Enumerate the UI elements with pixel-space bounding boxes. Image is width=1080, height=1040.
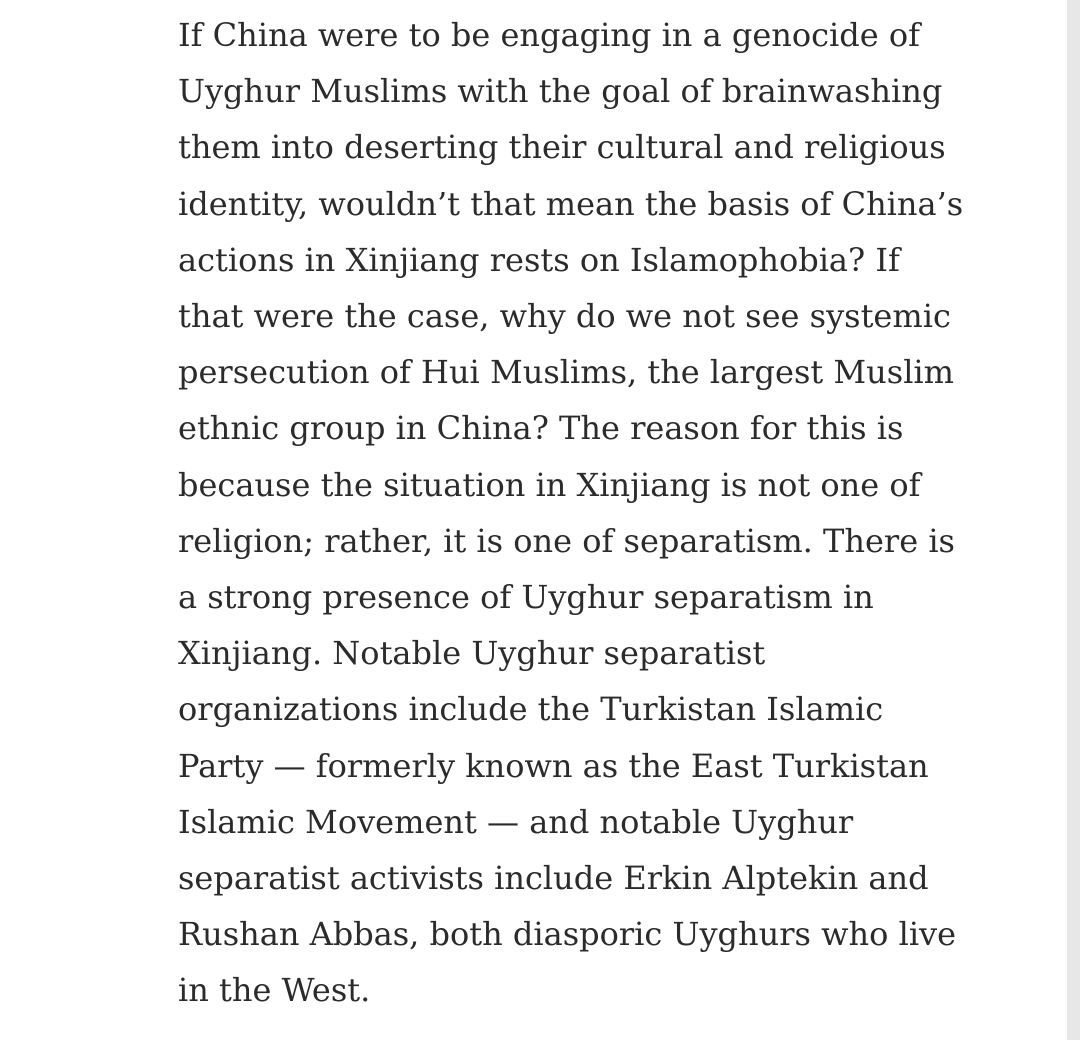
paragraph-line: them into deserting their cultural and religious bbox=[178, 128, 946, 167]
paragraph-line: Rushan Abbas, both diasporic Uyghurs who live bbox=[178, 915, 957, 954]
paragraph-line: identity, wouldn’t that mean the basis of China’s bbox=[178, 184, 964, 223]
paragraph-line: that were the case, why do we not see systemic bbox=[178, 297, 951, 336]
paragraph-line: Xinjiang. Notable Uyghur separatist bbox=[178, 634, 766, 673]
paragraph-line: Party — formerly known as the East Turkistan bbox=[178, 746, 929, 785]
paragraph-line: religion; rather, it is one of separatism. There is bbox=[178, 521, 955, 560]
paragraph-line: actions in Xinjiang rests on Islamophobia? If bbox=[178, 240, 900, 279]
paragraph-line: persecution of Hui Muslims, the largest Muslim bbox=[178, 353, 954, 392]
paragraph-line: organizations include the Turkistan Islamic bbox=[178, 690, 884, 729]
paragraph-line: because the situation in Xinjiang is not one of bbox=[178, 465, 921, 504]
paragraph-line: ethnic group in China? The reason for this is bbox=[178, 409, 904, 448]
paragraph-line: a strong presence of Uyghur separatism in bbox=[178, 578, 874, 617]
paragraph-line: Islamic Movement — and notable Uyghur bbox=[178, 802, 854, 841]
paragraph-line: If China were to be engaging in a genocide of bbox=[178, 16, 920, 54]
right-edge-strip bbox=[1067, 0, 1080, 1040]
paragraph-line: Uyghur Muslims with the goal of brainwashing bbox=[178, 72, 943, 111]
paragraph-line: in the West. bbox=[178, 971, 371, 1010]
article-paragraph bbox=[178, 7, 964, 1019]
paragraph-line: separatist activists include Erkin Alptekin and bbox=[178, 859, 929, 898]
